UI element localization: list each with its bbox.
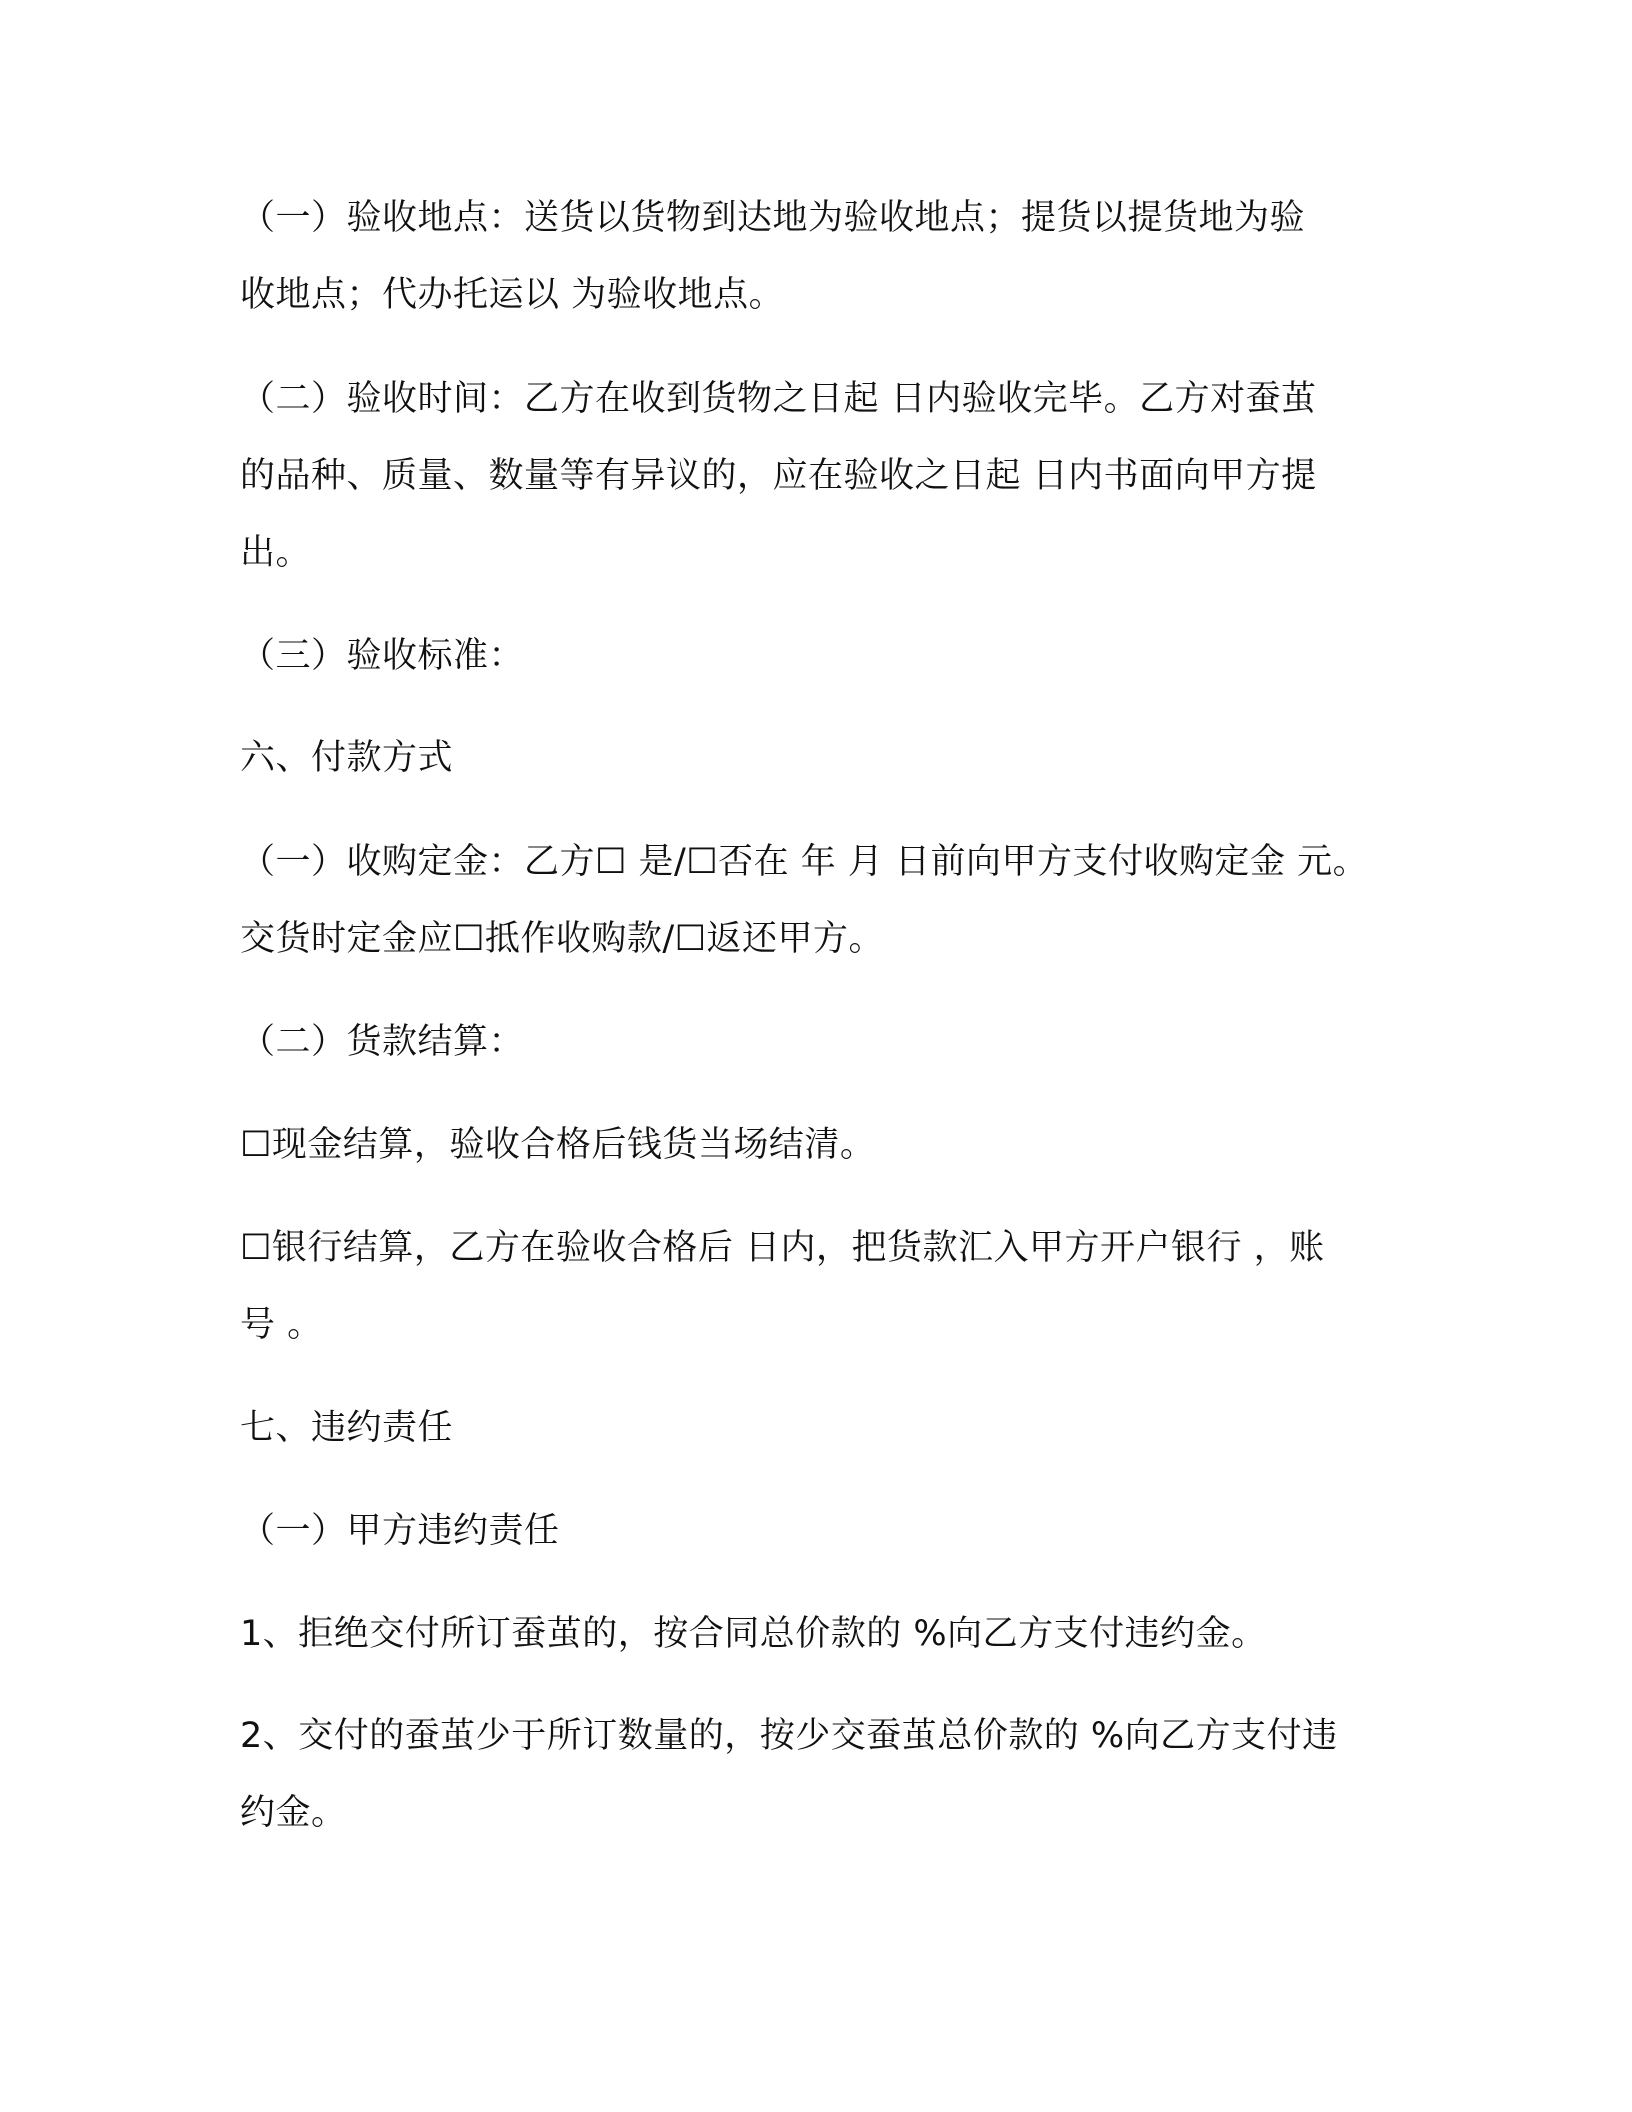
- text-line: （三）验收标准：: [240, 636, 525, 676]
- text-line: 出。: [240, 533, 312, 573]
- text-line: 2、交付的蚕茧少于所订数量的，按少交蚕茧总价款的 %向乙方支付违: [240, 1716, 1338, 1756]
- text-line: （一）收购定金：乙方☐ 是/☐否在 年 月 日前向甲方支付收购定金 元。: [240, 842, 1369, 882]
- text-line: ☐现金结算，验收合格后钱货当场结清。: [240, 1125, 876, 1165]
- text-line: ☐银行结算，乙方在验收合格后 日内，把货款汇入甲方开户银行 ，账: [240, 1228, 1325, 1268]
- text-line: （二）验收时间：乙方在收到货物之日起 日内验收完毕。乙方对蚕茧: [240, 379, 1317, 419]
- text-line: 1、拒绝交付所订蚕茧的，按合同总价款的 %向乙方支付违约金。: [240, 1614, 1267, 1654]
- section-heading: 六、付款方式: [240, 738, 454, 778]
- text-line: （一）验收地点：送货以货物到达地为验收地点；提货以提货地为验: [240, 198, 1306, 238]
- text-line: （一）甲方违约责任: [240, 1511, 560, 1551]
- text-line: 约金。: [240, 1793, 347, 1833]
- text-line: 的品种、质量、数量等有异议的，应在验收之日起 日内书面向甲方提: [240, 456, 1317, 496]
- text-line: 收地点；代办托运以 为验收地点。: [240, 275, 785, 315]
- section-heading: 七、违约责任: [240, 1408, 454, 1448]
- text-line: 交货时定金应☐抵作收购款/☐返还甲方。: [240, 919, 885, 959]
- text-line: （二）货款结算：: [240, 1022, 525, 1062]
- text-line: 号 。: [240, 1305, 323, 1345]
